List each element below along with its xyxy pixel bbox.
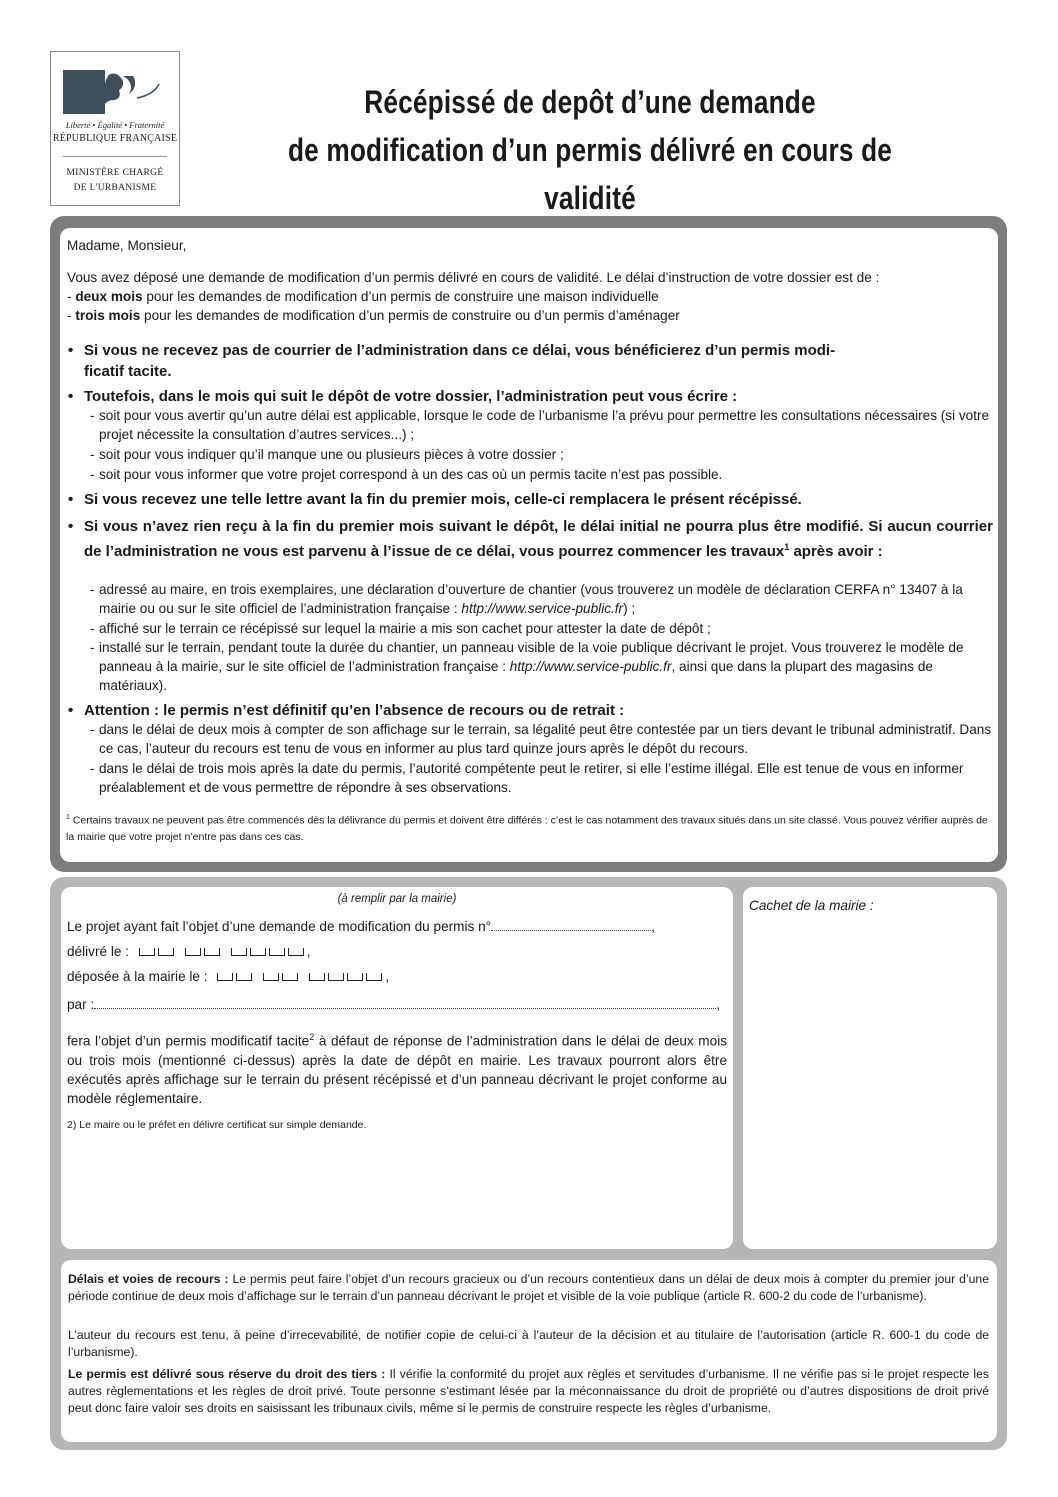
- tacit-permit-paragraph: fera l’objet d’un permis modificatif tacite$^2$ à défaut de réponse de l’administration dans le délai de deux mois ou trois mois (mentionné ci-dessus) après la date de dépôt en mairie. Les travaux pourront alors être exécutés après affichage sur le terrain du présent récépissé et d’un panneau décrivant le projet conforme au modèle réglementaire.: [67, 1032, 728, 1106]
- footnote-2: 2) Le maire ou le préfet en délivre certificat sur simple demande.: [67, 1119, 367, 1131]
- bullet-attention: • Attention : le permis n’est définitif qu’en l’absence de recours ou de retrait :: [68, 702, 625, 719]
- intro-text: Vous avez déposé une demande de modification d’un permis délivré en cours de validité. Le délai d’instruction de votre dossier est de :: [67, 270, 880, 285]
- by-row: par : ,: [67, 997, 720, 1012]
- sub-item-display-receipt: - affiché sur le terrain ce récépissé sur lequel la mairie a mis son cachet pour attester la date de dépôt ;: [90, 621, 711, 636]
- form-caption: (à remplir par la mairie): [337, 893, 457, 905]
- sub-item-panel: - installé sur le terrain, pendant toute la durée du chantier, un panneau visible de la voie publique décrivant le projet. Vous trouverez le modèle de panneau à la mairie, sur le site officiel de l’administration française : http://www.service-public.fr, ainsi que dans la plupart des magasins de matériaux).: [90, 640, 964, 693]
- republic-name: RÉPUBLIQUE FRANÇAISE: [52, 133, 178, 144]
- by-field[interactable]: [94, 1006, 716, 1009]
- sub-item-missing-pieces: - soit pour vous indiquer qu’il manque une ou plusieurs pièces à votre dossier ;: [90, 447, 564, 462]
- marianne-icon: [63, 70, 169, 114]
- bullet-tacit-permit: • Si vous ne recevez pas de courrier de l’administration dans ce délai, vous bénéficierez d’un permis modi- ficatif tacite.: [68, 342, 836, 380]
- sub-item-declaration: - adressé au maire, en trois exemplaires, une déclaration d’ouverture de chantier (vous trouverez un modèle de déclaration CERFA n° 13407 à la mairie ou ou sur le site officiel de l’administration française : http://www.service-public.fr) ;: [90, 582, 963, 616]
- bullet-icon: •: [68, 702, 74, 719]
- stamp-area: [743, 887, 997, 1249]
- bullet-icon: •: [68, 491, 74, 508]
- bullet-start-works: • Si vous n’avez rien reçu à la fin du premier mois suivant le dépôt, le délai initial ne pourra plus être modifié. Si aucun courrier de l’administration ne vous est parvenu à l’issue de ce délai, vous pourrez commencer les travaux$^1$ après avoir :: [68, 518, 993, 560]
- sub-item-contest: - dans le délai de deux mois à compter de son affichage sur le terrain, sa légalité peut être contestée par un tiers devant le tribunal administratif. Dans ce cas, l’auteur du recours est tenu de vous en informer au plus tard quinze jours après le dépôt du recours.: [90, 722, 992, 756]
- service-public-link[interactable]: http://www.service-public.fr: [509, 659, 672, 674]
- bullet-icon: •: [68, 342, 74, 359]
- delivered-date-field[interactable]: [139, 942, 307, 961]
- bullet-replacement-letter: • Si vous recevez une telle lettre avant la fin du premier mois, celle-ci remplacera le présent récépissé.: [68, 491, 802, 508]
- sub-item-other-delay: - soit pour vous avertir qu’un autre délai est applicable, lorsque le code de l’urbanisme l’a prévu pour permettre les consultations nécessaires (si votre projet nécessite la consultation d’autres services...) ;: [90, 408, 990, 442]
- ministry-line-1: MINISTÈRE CHARGÉ: [66, 168, 164, 178]
- deposited-date-field[interactable]: [217, 967, 385, 986]
- marianne-logo: [50, 51, 180, 206]
- stamp-label: Cachet de la mairie :: [749, 898, 874, 913]
- delivered-date-row: délivré le : ,: [67, 944, 311, 959]
- logo-divider: [63, 156, 167, 157]
- footnote-1: $^1$ Certains travaux ne peuvent pas être commencés dès la délivrance du permis et doivent être différés : c’est le cas notamment des travaux situés dans un site classé. Vous pouvez vérifier auprès de la mairie que votre projet n’entre pas dans ces cas.: [66, 814, 988, 843]
- permit-number-row: Le projet ayant fait l’objet d’une demande de modification du permis n° ,: [67, 919, 655, 934]
- delay-three-months: - trois mois pour les demandes de modification d’un permis de construire ou d’un permis d’aménager: [67, 308, 680, 323]
- deposited-date-row: déposée à la mairie le : ,: [67, 969, 390, 984]
- third-party-rights-paragraph: Le permis est délivré sous réserve du droit des tiers : Il vérifie la conformité du projet aux règles et servitudes d’urbanisme. Il ne vérifie pas si le projet respecte les autres règlementations et les règles de droit privé. Toute personne s’estimant lésée par la méconnaissance du droit de propriété ou d’autres dispositions de droit privé peut donc faire valoir ses droits en saisissant les tribunaux civils, même si le permis de construire respecte les règles d’urbanisme.: [68, 1367, 989, 1415]
- permit-number-field[interactable]: [491, 928, 651, 931]
- bullet-icon: •: [68, 388, 74, 405]
- republic-motto: Liberté • Égalité • Fraternité: [65, 120, 165, 130]
- title-line-1: Récépissé de depôt d’une demande: [364, 84, 816, 120]
- delay-two-months: - deux mois pour les demandes de modification d’un permis de construire une maison individuelle: [67, 289, 659, 304]
- page-title: [262, 78, 918, 222]
- greeting: Madame, Monsieur,: [67, 238, 187, 253]
- appeal-paragraph: Délais et voies de recours : Le permis peut faire l’objet d’un recours gracieux ou d’un recours contentieux dans un délai de deux mois à compter du premier jour d’une période continue de deux mois d’affichage sur le terrain d’un panneau décrivant le projet et visible de la voie publique (article R. 600-2 du code de l’urbanisme).: [68, 1272, 989, 1303]
- bullet-administration-letter: • Toutefois, dans le mois qui suit le dépôt de votre dossier, l’administration peut vous écrire :: [68, 388, 738, 405]
- service-public-link[interactable]: http://www.service-public.fr: [461, 601, 624, 616]
- appeal-notification-paragraph: L’auteur du recours est tenu, à peine d’irrecevabilité, de notifier copie de celui-ci à l’auteur de la décision et au titulaire de l’autorisation (article R. 600-1 du code de l’urbanisme).: [68, 1328, 989, 1359]
- sub-item-withdraw: - dans le délai de trois mois après la date du permis, l’autorité compétente peut le retirer, si elle l’estime illégal. Elle est tenue de vous en informer préalablement et de vous permettre de répondre à ses observations.: [90, 761, 964, 795]
- bullet-icon: •: [68, 518, 74, 535]
- sub-item-no-tacit: - soit pour vous informer que votre projet correspond à un des cas où un permis tacite n’est pas possible.: [90, 467, 723, 482]
- ministry-line-2: DE L'URBANISME: [73, 183, 157, 193]
- title-line-2: de modification d’un permis délivré en cours de validité: [287, 132, 893, 216]
